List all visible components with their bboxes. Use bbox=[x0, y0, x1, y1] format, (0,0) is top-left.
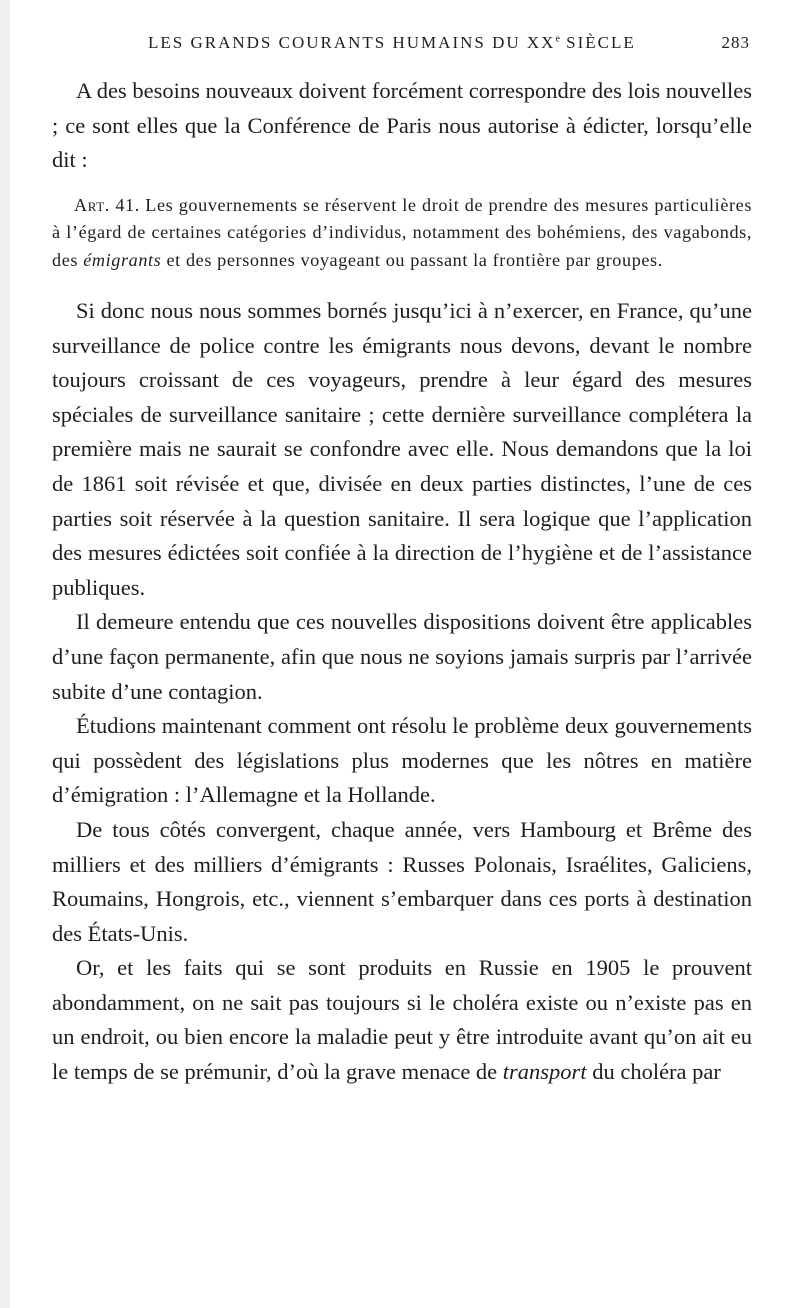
paragraph-6: Or, et les faits qui se sont produits en Russie en 1905 le prouvent abondamment, on ne sait pas toujours si le choléra existe ou n’existe pas en un endroit, ou bien encore la maladie peut y être introduite avant qu’on ait eu le temps de se prémunir, d’où la grave menace de transport du choléra par bbox=[52, 955, 752, 1085]
emphasis-emigrants: émigrants bbox=[83, 249, 162, 270]
page-edge bbox=[0, 0, 10, 1308]
running-head bbox=[52, 33, 750, 59]
article-label: Art. 41. bbox=[74, 194, 140, 215]
page-number: 283 bbox=[721, 33, 750, 52]
emphasis-transport: transport bbox=[502, 1059, 587, 1085]
paragraph-1: A des besoins nouveaux doivent forcément correspondre des lois nouvelles ; ce sont elles que la Conférence de Paris nous autorise à édicter, lorsqu’elle dit : bbox=[52, 78, 752, 173]
running-title: LES GRANDS COURANTS HUMAINS DU XXe SIÈCLE bbox=[148, 33, 636, 52]
paragraph-4: Étudions maintenant comment ont résolu le problème deux gouvernements qui possèdent des législations plus modernes que les nôtres en matière d’émigration : l’Allemagne et la Hollande. bbox=[52, 713, 752, 808]
page-body bbox=[52, 74, 752, 1090]
paragraph-2: Si donc nous nous sommes bornés jusqu’ici à n’exercer, en France, qu’une surveillance de police contre les émigrants nous devons, devant le nombre toujours croissant de ces voyageurs, prendre à leur égard des mesures spéciales de surveillance sanitaire ; cette dernière surveillance complétera la première mais ne saurait se confondre avec elle. Nous demandons que la loi de 1861 soit révisée et que, divisée en deux parties distinctes, l’une de ces parties soit réservée à la question sanitaire. Il sera logique que l’application des mesures édictées soit confiée à la direction de l’hygiène et de l’assistance publiques. bbox=[52, 298, 752, 600]
quoted-article: Art. 41. Les gouvernements se réservent le droit de prendre des mesures particulières à l’égard de certaines catégories d’individus, notamment des bohémiens, des vagabonds, des émigrants et des personnes voyageant ou passant la frontière par groupes. bbox=[52, 194, 753, 270]
paragraph-5: De tous côtés convergent, chaque année, vers Hambourg et Brême des milliers et des milliers d’émigrants : Russes Polonais, Israélites, Galiciens, Roumains, Hongrois, etc., viennent s’embarquer dans ces ports à destination des États-Unis. bbox=[52, 816, 752, 946]
paragraph-3: Il demeure entendu que ces nouvelles dispositions doivent être applicables d’une façon permanente, afin que nous ne soyions jamais surpris par l’arrivée subite d’une contagion. bbox=[52, 609, 752, 704]
